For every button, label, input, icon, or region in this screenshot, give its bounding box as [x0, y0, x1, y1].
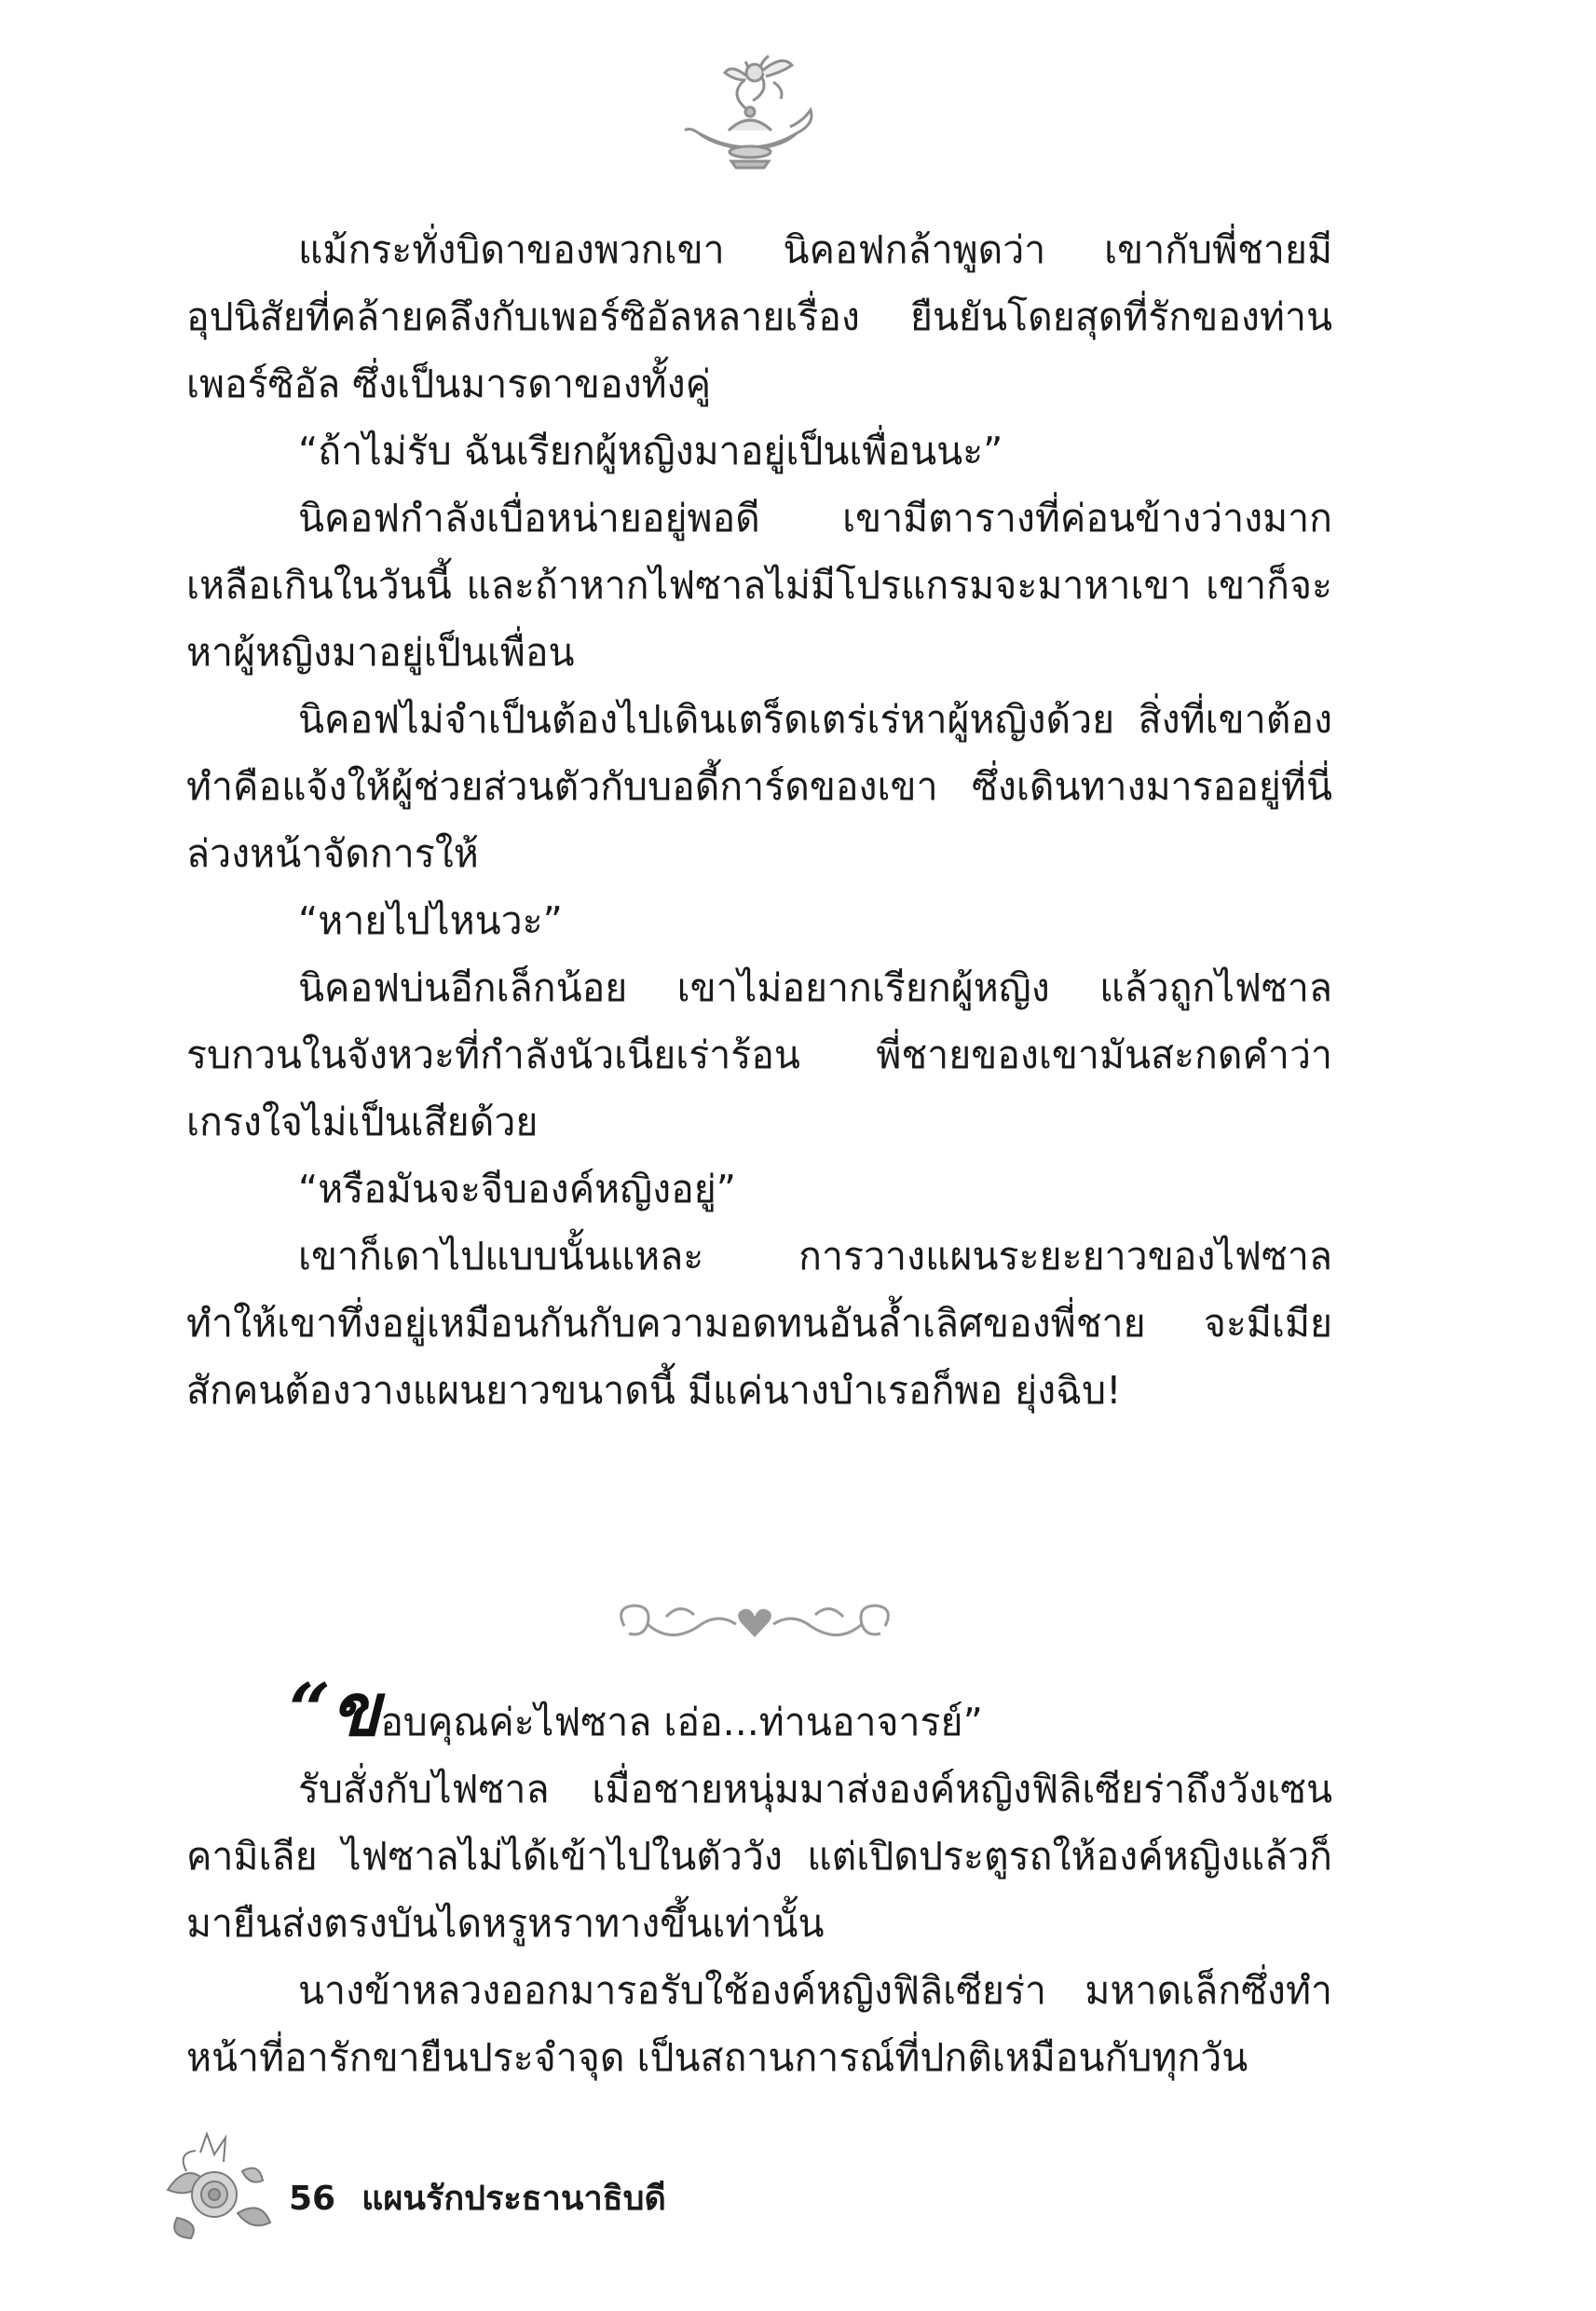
section-2-text: [186, 1668, 1332, 2091]
dialogue-line: “ถ้าไม่รับ ฉันเรียกผู้หญิงมาอยู่เป็นเพื่อนนะ”: [298, 429, 1003, 473]
body-text: [186, 216, 1332, 1424]
drop-cap: “ข: [289, 1668, 381, 1753]
paragraph: นิคอฟไม่จำเป็นต้องไปเดินเตร็ดเตร่เร่หาผู้หญิงด้วย สิ่งที่เขาต้องทำคือแจ้งให้ผู้ช่วยส่วนตัวกับบอดี้การ์ดของเขา ซึ่งเดินทางมารออยู่ที่นี่ล่วงหน้าจัดการให้: [186, 697, 1332, 876]
dialogue-line: “หรือมันจะจีบองค์หญิงอยู่”: [298, 1167, 736, 1211]
paragraph: นิคอฟบ่นอีกเล็กน้อย เขาไม่อยากเรียกผู้หญิง แล้วถูกไฟซาลรบกวนในจังหวะที่กำลังนัวเนียเร่าร้อน พี่ชายของเขามันสะกดคำว่าเกรงใจไม่เป็นเสียด้วย: [186, 965, 1332, 1144]
page-number: 56: [289, 2180, 336, 2218]
flower-bouquet-icon: [149, 2125, 280, 2246]
dialogue-line: “หายไปไหนวะ”: [298, 898, 563, 943]
book-title: แผนรักประธานาธิบดี: [361, 2180, 666, 2218]
heart-scroll-divider-icon: [596, 1589, 913, 1654]
footer-text: [289, 2171, 666, 2224]
first-line-text: อบคุณค่ะไฟซาล เอ่อ...ท่านอาจารย์”: [380, 1700, 983, 1744]
paragraph: รับสั่งกับไฟซาล เมื่อชายหนุ่มมาส่งองค์หญิงฟิลิเซียร่าถึงวังเซนคามิเลีย ไฟซาลไม่ได้เข้าไปในตัววัง แต่เปิดประตูรถให้องค์หญิงแล้วก็มายืนส่งตรงบันไดหรูหราทางขึ้นเท่านั้น: [186, 1767, 1332, 1946]
page-footer: [149, 2125, 894, 2246]
paragraph: แม้กระทั่งบิดาของพวกเขา นิคอฟกล้าพูดว่า เขากับพี่ชายมีอุปนิสัยที่คล้ายคลึงกับเพอร์ซิอัลหลายเรื่อง ยืนยันโดยสุดที่รักของท่านเพอร์ซิอัล ซึ่งเป็นมารดาของทั้งคู่: [186, 227, 1332, 406]
paragraph: นิคอฟกำลังเบื่อหน่ายอยู่พอดี เขามีตารางที่ค่อนข้างว่างมากเหลือเกินในวันนี้ และถ้าหากไฟซาลไม่มีโปรแกรมจะมาหาเขา เขาก็จะหาผู้หญิงมาอยู่เป็นเพื่อน: [186, 496, 1332, 675]
cupid-lamp-icon: [680, 45, 820, 175]
paragraph: นางข้าหลวงออกมารอรับใช้องค์หญิงฟิลิเซียร่า มหาดเล็กซึ่งทำหน้าที่อารักขายืนประจำจุด เป็นสถานการณ์ที่ปกติเหมือนกับทุกวัน: [186, 1968, 1332, 2080]
paragraph: เขาก็เดาไปแบบนั้นแหละ การวางแผนระยะยาวของไฟซาลทำให้เขาทึ่งอยู่เหมือนกันกับความอดทนอันล้ำเลิศของพี่ชาย จะมีเมียสักคนต้องวางแผนยาวขนาดนี้ มีแค่นางบำเรอก็พอ ยุ่งฉิบ!: [186, 1234, 1332, 1413]
section-2-first-line: [186, 1668, 1332, 1756]
